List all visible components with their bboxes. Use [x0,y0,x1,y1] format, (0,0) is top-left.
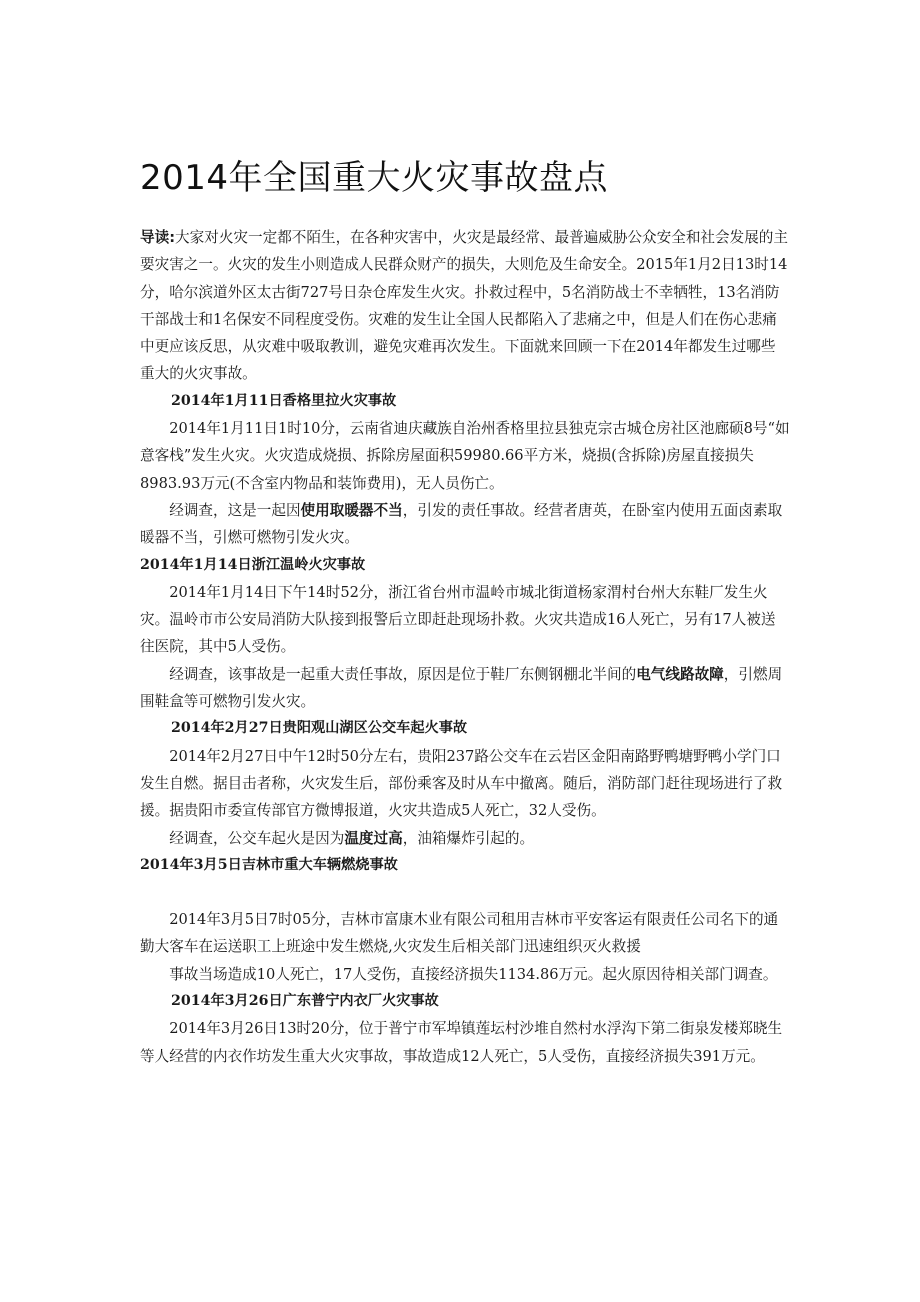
cause-text: ，引燃周围鞋盒等可燃物引发火灾。 [140,665,783,711]
cause-text: ，油箱爆炸引起的。 [402,829,535,847]
cause-text: ，引发的责任事故。经营者唐英，在卧室内使用五面卤素取暖器不当，引燃可燃物引发火灾。 [140,501,783,547]
cause-keyword: 电气线路故障 [636,665,724,683]
section-cause-1 [140,497,790,552]
intro-label-colon: : [169,229,176,246]
article-body [140,224,790,1070]
section-heading-3: 2014年2月27日贵阳观山湖区公交车起火事故 [171,720,468,737]
cause-text: 经调查，这是一起因 [169,501,301,519]
section-paragraph-4b: 事故当场造成10人死亡，17人受伤，直接经济损失1134.86万元。起火原因待相关部门调查。 [169,965,778,983]
section-paragraph-3: 2014年2月27日中午12时50分左右，贵阳237路公交车在云岩区金阳南路野鸭塘野鸭小学门口发生自燃。据目击者称，火灾发生后，部份乘客及时从车中撤离。随后，消防部门赶往现场进行了救援。据贵阳市委宣传部官方微博报道，火灾共造成5人死亡，32人受伤。 [140,747,783,820]
section-paragraph-4: 2014年3月5日7时05分，吉林市富康木业有限公司租用吉林市平安客运有限责任公司名下的通勤大客车在运送职工上班途中发生燃烧,火灾发生后相关部门迅速组织灭火救援 [140,911,779,956]
intro-text: 大家对火灾一定都不陌生，在各种灾害中，火灾是最经常、最普遍威胁公众安全和社会发展的主要灾害之一。火灾的发生小则造成人民群众财产的损失，大则危及生命安全。2015年1月2日13时14分，哈尔滨道外区太古街727号日杂仓库发生火灾。扑救过程中，5名消防战士不幸牺牲，13名消防干部战士和1名保安不同程度受伤。灾难的发生让全国人民都陷入了悲痛之中，但是人们在伤心悲痛中更应该反思，从灾难中吸取教训，避免灾难再次发生。下面就来回顾一下在2014年都发生过哪些重大的火灾事故。 [140,229,788,383]
intro-paragraph [140,224,790,388]
section-cause-3 [140,825,790,852]
section-heading-5: 2014年3月26日广东普宁内衣厂火灾事故 [171,993,439,1010]
cause-keyword: 温度过高 [344,829,403,847]
page-title: 2014年全国重大火灾事故盘点 [140,158,609,198]
intro-label: 导读 [140,229,170,246]
cause-text: 经调查，公交车起火是因为 [169,829,345,847]
section-heading-1: 2014年1月11日香格里拉火灾事故 [171,392,397,409]
section-paragraph-5: 2014年3月26日13时20分，位于普宁市军埠镇莲坛村沙堆自然村水浮沟下第二街泉发楼郑晓生等人经营的内衣作坊发生重大火灾事故，事故造成12人死亡，5人受伤，直接经济损失391万元。 [140,1020,783,1065]
section-heading-4: 2014年3月5日吉林市重大车辆燃烧事故 [140,856,398,873]
section-paragraph-1: 2014年1月11日1时10分，云南省迪庆藏族自治州香格里拉县独克宗古城仓房社区池廊硕8号“如意客栈”发生火灾。火灾造成烧损、拆除房屋面积59980.66平方米，烧损(含拆除)房屋直接损失8983.93万元(不含室内物品和装饰费用)，无人员伤亡。 [140,420,790,492]
blank-line [140,879,790,906]
section-paragraph-2: 2014年1月14日下午14时52分，浙江省台州市温岭市城北街道杨家渭村台州大东鞋厂发生火灾。温岭市市公安局消防大队接到报警后立即赶赴现场扑救。火灾共造成16人死亡，另有17人被送往医院，其中5人受伤。 [140,583,776,656]
section-cause-2 [140,661,790,716]
section-heading-2: 2014年1月14日浙江温岭火灾事故 [140,556,366,573]
cause-keyword: 使用取暖器不当 [300,501,403,519]
cause-text: 经调查，该事故是一起重大责任事故，原因是位于鞋厂东侧钢棚北半间的 [169,665,637,683]
